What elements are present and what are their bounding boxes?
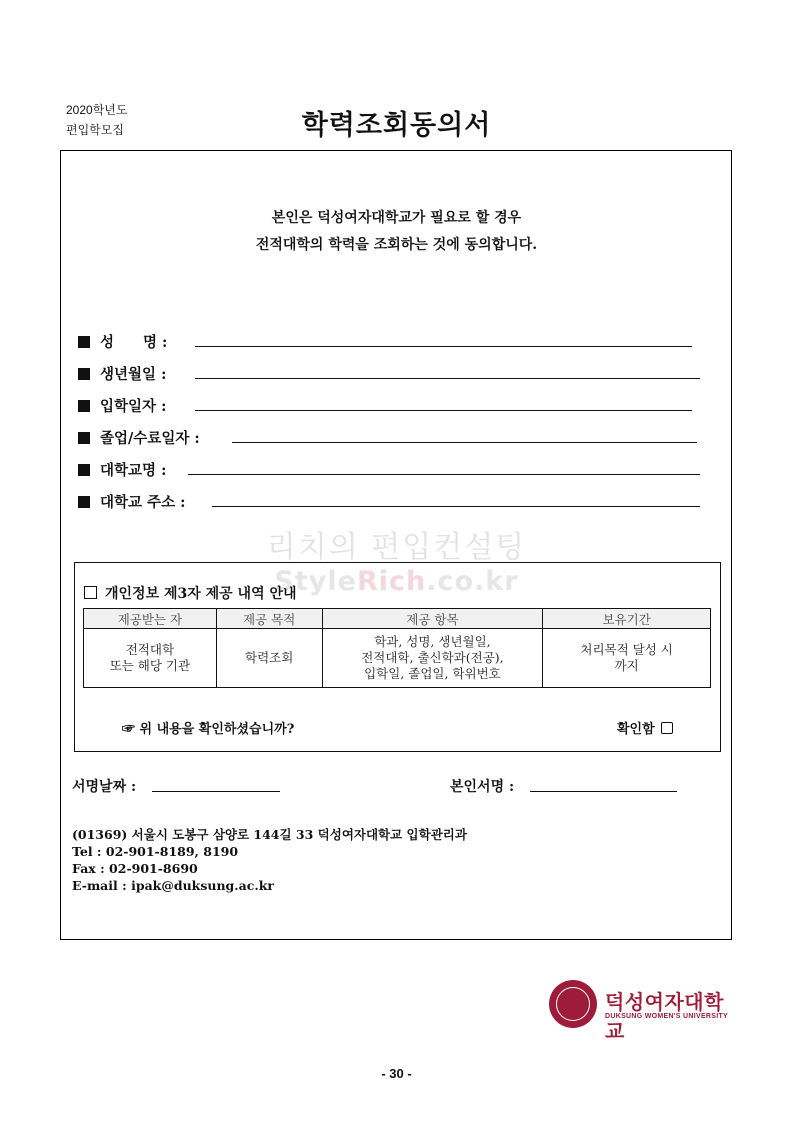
header-year: 2020학년도 (66, 103, 128, 117)
logo-name-en: DUKSUNG WOMEN'S UNIVERSITY (605, 1013, 729, 1020)
col-items: 제공 항목 (322, 609, 543, 629)
field-birthdate-input[interactable] (195, 378, 700, 379)
field-label: 대학교 주소 : (100, 494, 186, 511)
table-header-row (84, 609, 711, 629)
page-number: - 30 - (381, 1066, 412, 1081)
square-bullet-icon (78, 368, 90, 380)
field-label: 입학일자 : (100, 398, 167, 415)
col-purpose: 제공 목적 (216, 609, 322, 629)
cell-recipient-line: 전적대학 (125, 642, 175, 657)
field-label: 생년월일 : (100, 366, 167, 383)
col-recipient: 제공받는 자 (84, 609, 217, 629)
confirm-checkbox[interactable] (617, 718, 673, 737)
field-university-name-input[interactable] (188, 474, 700, 475)
square-bullet-icon (78, 432, 90, 444)
field-graduation-date (78, 427, 200, 449)
cell-items-line: 입학일, 졸업일, 학위번호 (364, 666, 501, 681)
field-admission-date-input[interactable] (195, 410, 692, 411)
consent-statement (0, 205, 793, 259)
cell-recipient (84, 629, 217, 688)
field-label: 성 명 : (100, 334, 168, 351)
university-emblem-icon (549, 980, 597, 1028)
contact-tel: Tel : 02-901-8189, 8190 (72, 844, 239, 859)
square-bullet-icon (78, 336, 90, 348)
signature-date-label: 서명날짜 : (72, 779, 137, 795)
page-title: 학력조회동의서 (301, 110, 492, 141)
field-university-address (78, 491, 185, 513)
contact-info (72, 826, 467, 894)
square-bullet-icon (78, 496, 90, 508)
square-bullet-icon (78, 400, 90, 412)
field-name-input[interactable] (195, 346, 692, 347)
cell-purpose: 학력조회 (216, 629, 322, 688)
privacy-title-text: 개인정보 제3자 제공 내역 안내 (105, 586, 297, 602)
watermark-url-b: Rich (356, 566, 427, 597)
privacy-table (83, 608, 711, 688)
cell-period-line: 까지 (614, 658, 639, 673)
checkbox-icon[interactable] (661, 722, 673, 734)
signature-sign-input[interactable] (530, 791, 677, 792)
field-label: 졸업/수료일자 : (100, 430, 200, 447)
header-program: 편입학모집 (66, 123, 124, 137)
university-logo (549, 980, 739, 1043)
cell-recipient-line: 또는 해당 기관 (109, 658, 191, 673)
cell-items-line: 학과, 성명, 생년월일, (374, 634, 491, 649)
confirm-question: ☞ 위 내용을 확인하셨습니까? (122, 722, 295, 737)
field-university-address-input[interactable] (212, 506, 700, 507)
confirm-label: 확인함 (617, 722, 655, 737)
cell-period (543, 629, 711, 688)
contact-email: E-mail : ipak@duksung.ac.kr (72, 878, 274, 893)
contact-fax: Fax : 02-901-8690 (72, 861, 198, 876)
signature-date-input[interactable] (152, 791, 280, 792)
watermark-url-a: Style (274, 566, 357, 597)
field-university-name (78, 459, 166, 481)
cell-period-line: 처리목적 달성 시 (580, 642, 673, 657)
square-bullet-icon (78, 464, 90, 476)
checkbox-icon (84, 586, 97, 599)
cell-items (322, 629, 543, 688)
table-row (84, 629, 711, 688)
col-period: 보유기간 (543, 609, 711, 629)
watermark-url-c: .co.kr (426, 566, 519, 597)
cell-items-line: 전적대학, 출신학과(전공), (361, 650, 504, 665)
contact-address: (01369) 서울시 도봉구 삼양로 144길 33 덕성여자대학교 입학관리과 (72, 827, 467, 842)
field-label: 대학교명 : (100, 462, 167, 479)
field-name (78, 331, 167, 353)
consent-line-2: 전적대학의 학력을 조회하는 것에 동의합니다. (255, 237, 538, 253)
logo-name-ko: 덕성여자대학교 (605, 990, 724, 1043)
watermark-korean: 리치의 편입컨설팅 (266, 530, 527, 565)
field-birthdate (78, 363, 166, 385)
privacy-title (84, 583, 297, 603)
field-graduation-date-input[interactable] (232, 442, 697, 443)
signature-sign-label: 본인서명 : (450, 779, 515, 795)
field-admission-date (78, 395, 166, 417)
consent-line-1: 본인은 덕성여자대학교가 필요로 할 경우 (271, 210, 522, 226)
